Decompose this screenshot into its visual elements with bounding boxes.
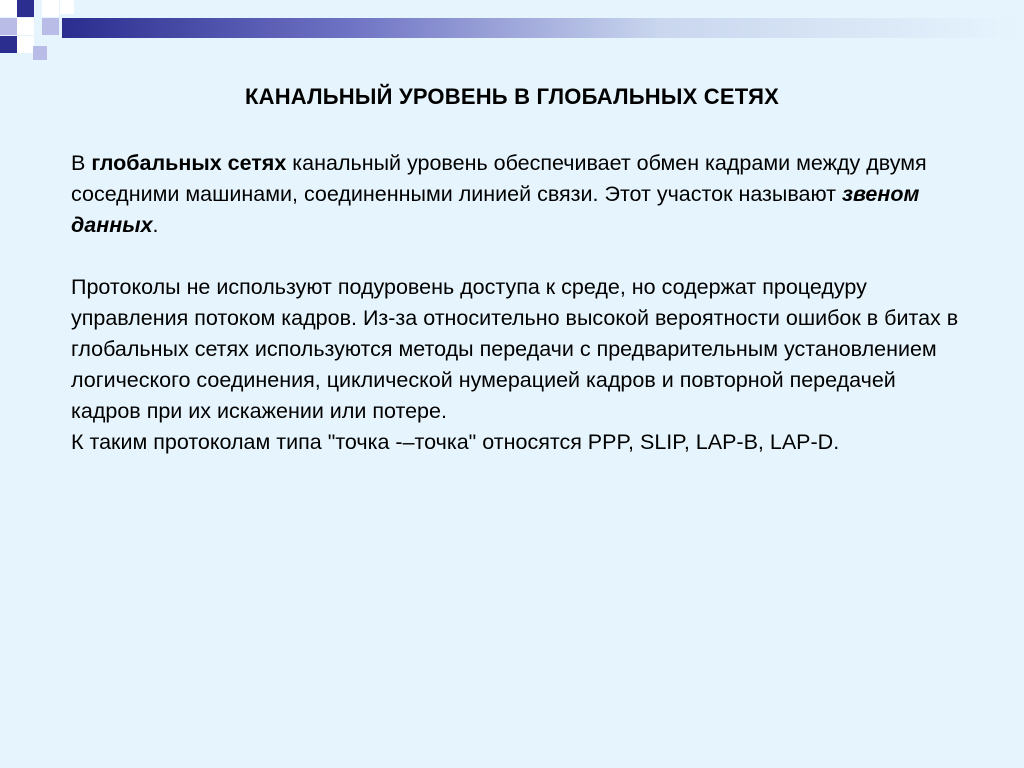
paragraph-spacer	[71, 241, 971, 272]
decor-square-navy	[0, 36, 17, 53]
decor-square-white	[60, 0, 74, 14]
paragraph-protocols: Протоколы не используют подуровень доступа к среде, но содержат процедуру управления потоком кадров. Из-за относительно высокой вероятности ошибок в битах в глобальных сетях используются методы передачи с предварительным установлением логического соединения, циклической нумерацией кадров и повторной передачей кадров при их искажении или потере.	[71, 275, 959, 423]
decor-square-white	[42, 0, 59, 17]
decor-square-white	[17, 36, 34, 53]
decor-square-lavender	[42, 18, 59, 35]
decor-square-lavender	[0, 18, 17, 35]
decor-square-white	[17, 18, 34, 35]
header-gradient-band	[62, 18, 1024, 38]
decor-square-lavender	[33, 46, 47, 60]
decor-square-navy	[17, 0, 34, 17]
slide-body	[71, 148, 971, 458]
term-wan: глобальных сетях	[91, 151, 287, 175]
paragraph-protocol-list: К таким протоколам типа "точка -–точка" относятся PPP, SLIP, LAP-B, LAP-D.	[71, 430, 840, 454]
decor-square-white	[0, 0, 17, 17]
paragraph1-prefix: В	[71, 151, 92, 175]
paragraph1-suffix: .	[152, 213, 159, 237]
term-data-link: звеном данных	[71, 182, 920, 237]
paragraph-wan-link-layer	[71, 148, 971, 241]
slide-title: КАНАЛЬНЫЙ УРОВЕНЬ В ГЛОБАЛЬНЫХ СЕТЯХ	[245, 84, 779, 109]
paragraph1-middle: канальный уровень обеспечивает обмен кадрами между двумя соседними машинами, соединенными линией связи. Этот участок называют	[71, 151, 927, 206]
